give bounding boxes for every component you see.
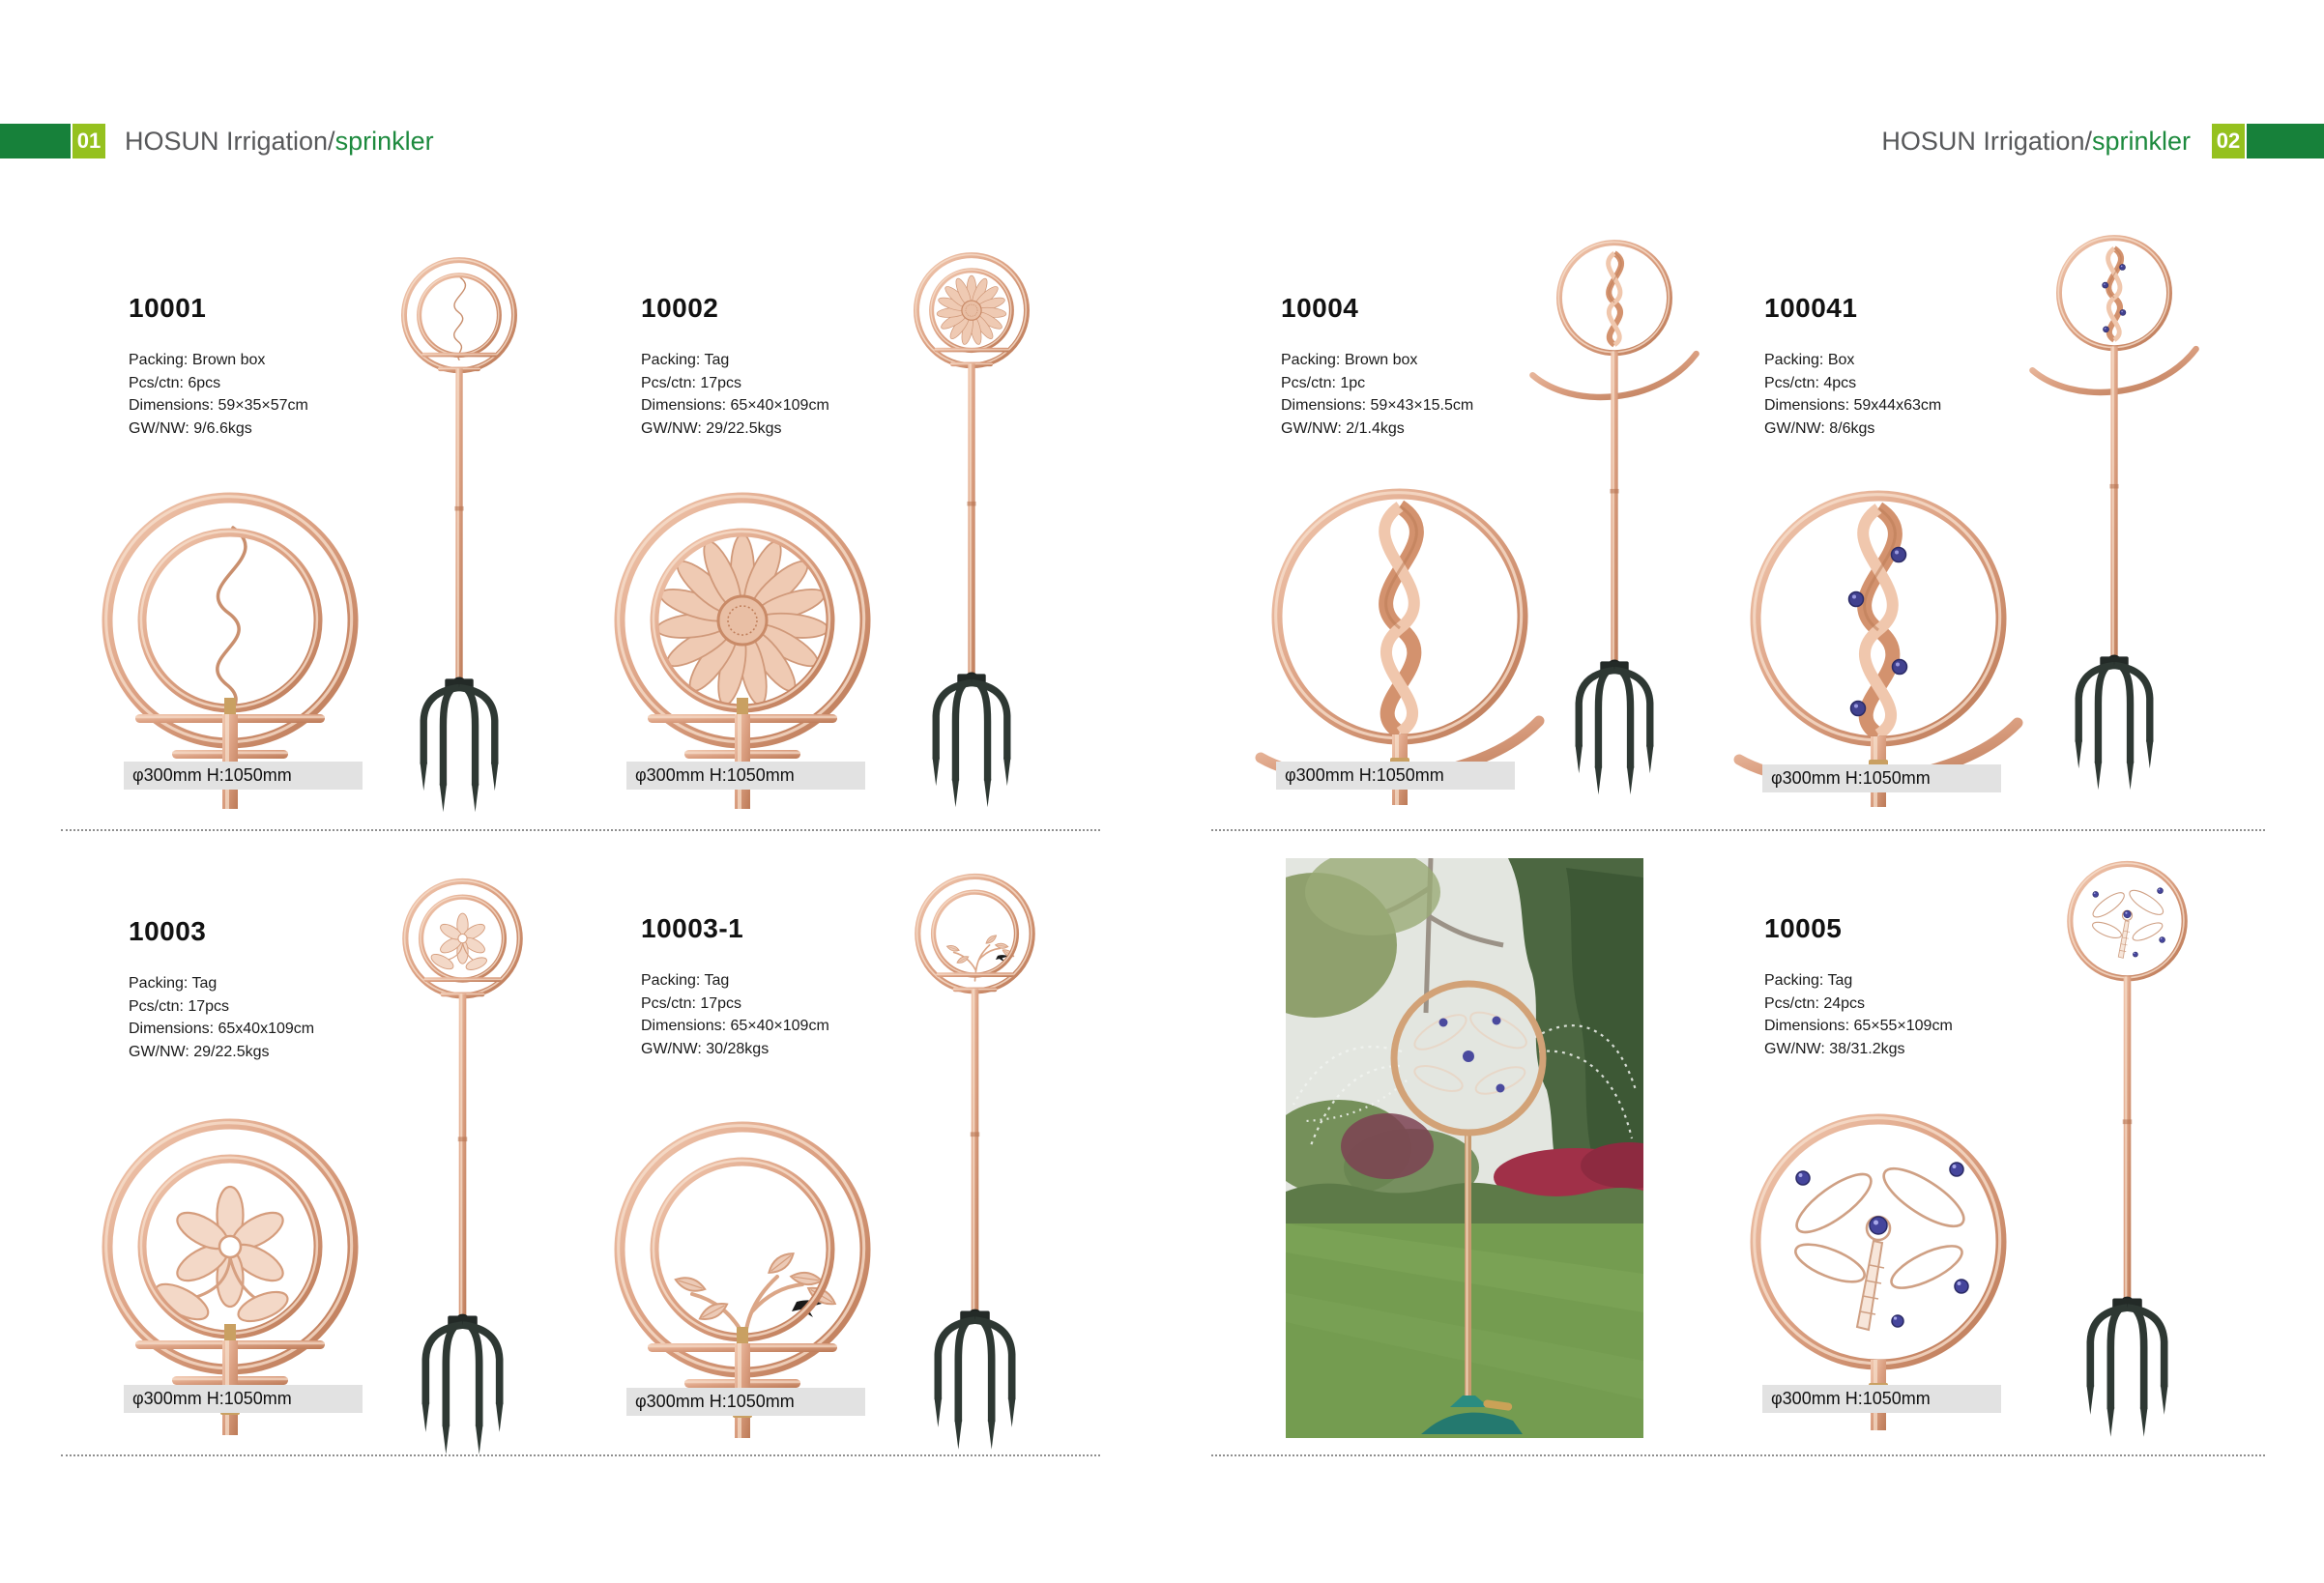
packing-line: Packing: Tag [129, 975, 218, 992]
row-separator [1211, 829, 2265, 831]
row-separator [1211, 1454, 2265, 1456]
packing-line: Packing: Brown box [129, 352, 266, 368]
product-fullview-graphic [883, 235, 1060, 821]
dimensions-line: Dimensions: 65x40x109cm [129, 1021, 315, 1037]
pcs-line: Pcs/ctn: 17pcs [641, 374, 742, 391]
dimensions-line: Dimensions: 65×40×109cm [641, 1018, 829, 1034]
product-code: 10004 [1281, 293, 1359, 323]
page-title [1881, 124, 2191, 158]
size-spec-bar: φ300mm H:1050mm [626, 1388, 865, 1416]
spinner-closeup-graphic [1255, 472, 1545, 805]
gw-line: GW/NW: 8/6kgs [1764, 419, 1875, 437]
dimensions-line: Dimensions: 59×35×57cm [129, 397, 308, 414]
header-right [1881, 124, 2324, 158]
product-fullview-graphic [2025, 217, 2203, 804]
product-code: 10002 [641, 293, 719, 323]
pcs-line: Pcs/ctn: 4pcs [1764, 374, 1857, 391]
product-fullview-graphic [1525, 222, 1703, 809]
dimensions-line: Dimensions: 59×43×15.5cm [1281, 397, 1474, 414]
product-fullview-graphic [370, 240, 548, 826]
row-separator [61, 829, 1100, 831]
size-spec-bar: φ300mm H:1050mm [1276, 762, 1515, 790]
product-code: 10003 [129, 916, 207, 946]
gw-line: GW/NW: 2/1.4kgs [1281, 419, 1405, 437]
garden-photo [1286, 858, 1643, 1438]
packing-line: Packing: Tag [641, 972, 730, 989]
page-number-badge: 01 [73, 124, 105, 158]
packing-line: Packing: Box [1764, 352, 1855, 368]
product-fullview-graphic [370, 860, 555, 1469]
page-number-badge: 02 [2212, 124, 2245, 158]
brand-highlight-text: sprinkler [334, 127, 434, 156]
pcs-line: Pcs/ctn: 17pcs [129, 997, 230, 1015]
size-spec-bar: φ300mm H:1050mm [1762, 1385, 2001, 1413]
spinner-closeup-graphic [1733, 1097, 2023, 1430]
product-code: 10001 [129, 293, 207, 323]
packing-line: Packing: Brown box [1281, 352, 1418, 368]
brand-text: HOSUN Irrigation/ [125, 127, 335, 156]
packing-line: Packing: Tag [1764, 972, 1853, 989]
size-spec-bar: φ300mm H:1050mm [124, 1385, 363, 1413]
size-spec-bar: φ300mm H:1050mm [124, 762, 363, 790]
header-green-bar [2247, 124, 2324, 158]
dimensions-line: Dimensions: 65×40×109cm [641, 397, 829, 414]
product-code: 10003-1 [641, 913, 744, 943]
gw-line: GW/NW: 9/6.6kgs [129, 419, 252, 437]
size-spec-bar: φ300mm H:1050mm [626, 762, 865, 790]
product-fullview-graphic [2035, 843, 2220, 1452]
spinner-closeup-graphic [85, 475, 375, 809]
size-spec-bar: φ300mm H:1050mm [1762, 764, 2001, 792]
pcs-line: Pcs/ctn: 24pcs [1764, 994, 1866, 1012]
brand-text: HOSUN Irrigation/ [1881, 127, 2092, 156]
header-green-bar [0, 124, 71, 158]
pcs-line: Pcs/ctn: 1pc [1281, 374, 1366, 391]
gw-line: GW/NW: 30/28kgs [641, 1040, 770, 1057]
gw-line: GW/NW: 29/22.5kgs [129, 1043, 270, 1060]
page-title [125, 124, 434, 158]
pcs-line: Pcs/ctn: 17pcs [641, 994, 742, 1012]
spinner-closeup-graphic [597, 475, 887, 809]
gw-line: GW/NW: 38/31.2kgs [1764, 1040, 1905, 1057]
dimensions-line: Dimensions: 65×55×109cm [1764, 1018, 1953, 1034]
gw-line: GW/NW: 29/22.5kgs [641, 419, 782, 437]
product-fullview-graphic [883, 855, 1067, 1464]
packing-line: Packing: Tag [641, 352, 730, 368]
brand-highlight-text: sprinkler [2091, 127, 2191, 156]
row-separator [61, 1454, 1100, 1456]
product-code: 10005 [1764, 913, 1843, 943]
product-info [1764, 913, 2074, 1060]
spinner-closeup-graphic [1733, 474, 2023, 807]
dimensions-line: Dimensions: 59x44x63cm [1764, 397, 1942, 414]
pcs-line: Pcs/ctn: 6pcs [129, 374, 221, 391]
product-code: 100041 [1764, 293, 1858, 323]
header-left [0, 124, 434, 158]
